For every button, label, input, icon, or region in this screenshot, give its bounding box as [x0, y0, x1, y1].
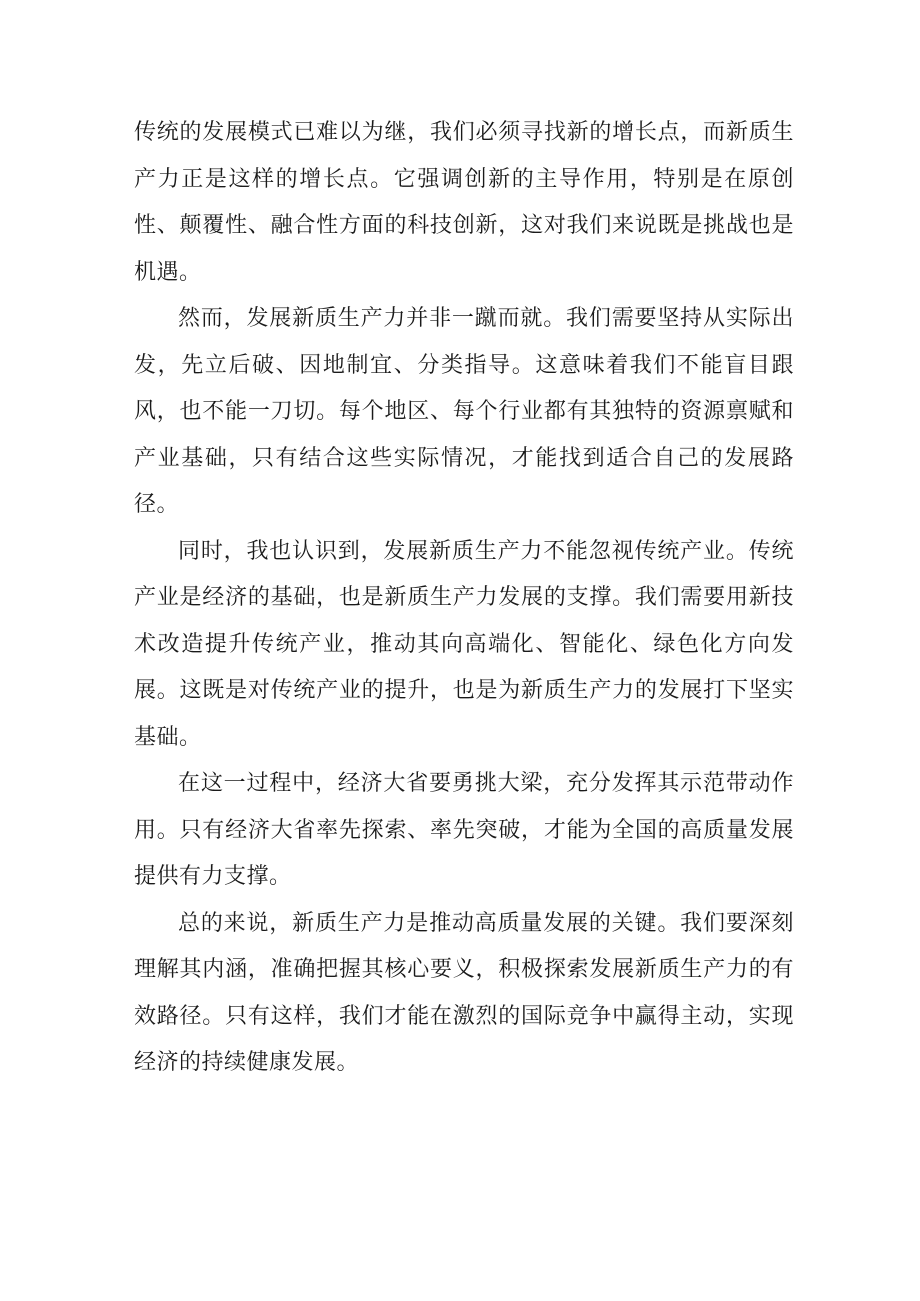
paragraph-5: 总的来说，新质生产力是推动高质量发展的关键。我们要深刻理解其内涵，准确把握其核心要义，积极探索发展新质生产力的有效路径。只有这样，我们才能在激烈的国际竞争中赢得主动，实现经济的持续健康发展。: [134, 910, 794, 1075]
paragraph-4: 在这一过程中，经济大省要勇挑大梁，充分发挥其示范带动作用。只有经济大省率先探索、率先突破，才能为全国的高质量发展提供有力支撑。: [134, 771, 794, 889]
document-body: [134, 110, 794, 1087]
paragraph-1: 传统的发展模式已难以为继，我们必须寻找新的增长点，而新质生产力正是这样的增长点。它强调创新的主导作用，特别是在原创性、颠覆性、融合性方面的科技创新，这对我们来说既是挑战也是机遇。: [134, 120, 794, 285]
paragraph-2: 然而，发展新质生产力并非一蹴而就。我们需要坚持从实际出发，先立后破、因地制宜、分类指导。这意味着我们不能盲目跟风，也不能一刀切。每个地区、每个行业都有其独特的资源禀赋和产业基础，只有结合这些实际情况，才能找到适合自己的发展路径。: [134, 306, 794, 517]
paragraph-3: 同时，我也认识到，发展新质生产力不能忽视传统产业。传统产业是经济的基础，也是新质生产力发展的支撑。我们需要用新技术改造提升传统产业，推动其向高端化、智能化、绿色化方向发展。这既是对传统产业的提升，也是为新质生产力的发展打下坚实基础。: [134, 538, 794, 750]
